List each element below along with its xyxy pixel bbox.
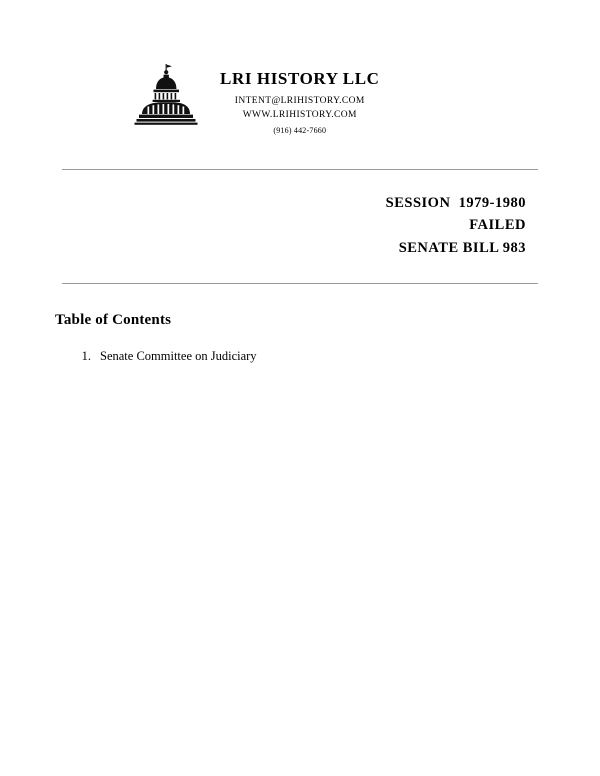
session-line-status: FAILED <box>469 217 526 234</box>
company-website: WWW.LRIHISTORY.COM <box>242 109 357 120</box>
letterhead <box>0 0 600 135</box>
list-item-number: 1. <box>81 349 91 364</box>
list-item-label: Senate Committee on Judiciary <box>100 349 257 364</box>
company-phone: (916) 442-7660 <box>273 125 327 135</box>
session-info <box>0 170 600 259</box>
capitol-dome-icon <box>132 62 202 132</box>
company-name: LRI HISTORY LLC <box>220 69 380 88</box>
table-of-contents-list <box>0 329 600 366</box>
company-email: INTENT@LRIHISTORY.COM <box>234 95 365 106</box>
brand-block <box>202 58 380 135</box>
session-line-bill: SENATE BILL 983 <box>398 239 526 256</box>
session-line-session: SESSION 1979-1980 <box>385 194 526 211</box>
list-item[interactable] <box>55 347 600 366</box>
page-title: Table of Contents <box>55 312 172 329</box>
